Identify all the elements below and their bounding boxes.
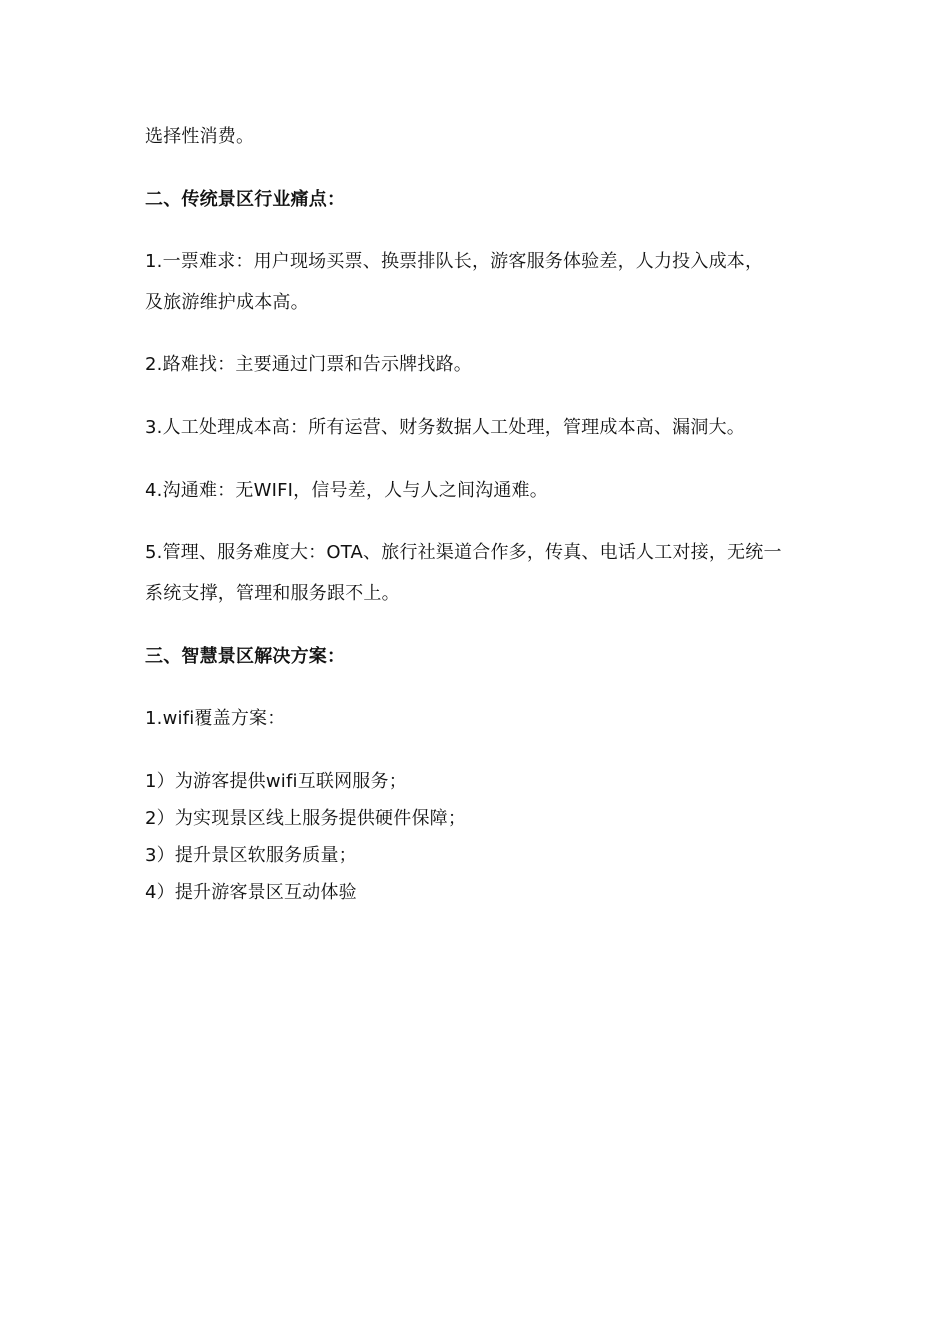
pain-point-2: 2.路难找：主要通过门票和告示牌找路。 [145,354,472,375]
solution-point-3: 3）提升景区软服务质量； [145,845,357,866]
intro-tail-text: 选择性消费。 [145,126,255,147]
section-2-heading: 二、传统景区行业痛点： [145,189,346,210]
pain-point-5-line-2: 系统支撑，管理和服务跟不上。 [145,583,400,604]
pain-point-4: 4.沟通难：无WIFI，信号差，人与人之间沟通难。 [145,480,548,501]
solution-subheading: 1.wifi覆盖方案： [145,708,286,729]
solution-point-1: 1）为游客提供wifi互联网服务； [145,771,407,792]
section-3-heading: 三、智慧景区解决方案： [145,646,346,667]
pain-point-1-line-1: 1.一票难求：用户现场买票、换票排队长，游客服务体验差，人力投入成本， [145,251,764,272]
solution-point-2: 2）为实现景区线上服务提供硬件保障； [145,808,467,829]
pain-point-1-line-2: 及旅游维护成本高。 [145,292,309,313]
pain-point-3: 3.人工处理成本高：所有运营、财务数据人工处理，管理成本高、漏洞大。 [145,417,745,438]
solution-point-4: 4）提升游客景区互动体验 [145,882,357,903]
pain-point-5-line-1: 5.管理、服务难度大：OTA、旅行社渠道合作多，传真、电话人工对接，无统一 [145,542,782,563]
